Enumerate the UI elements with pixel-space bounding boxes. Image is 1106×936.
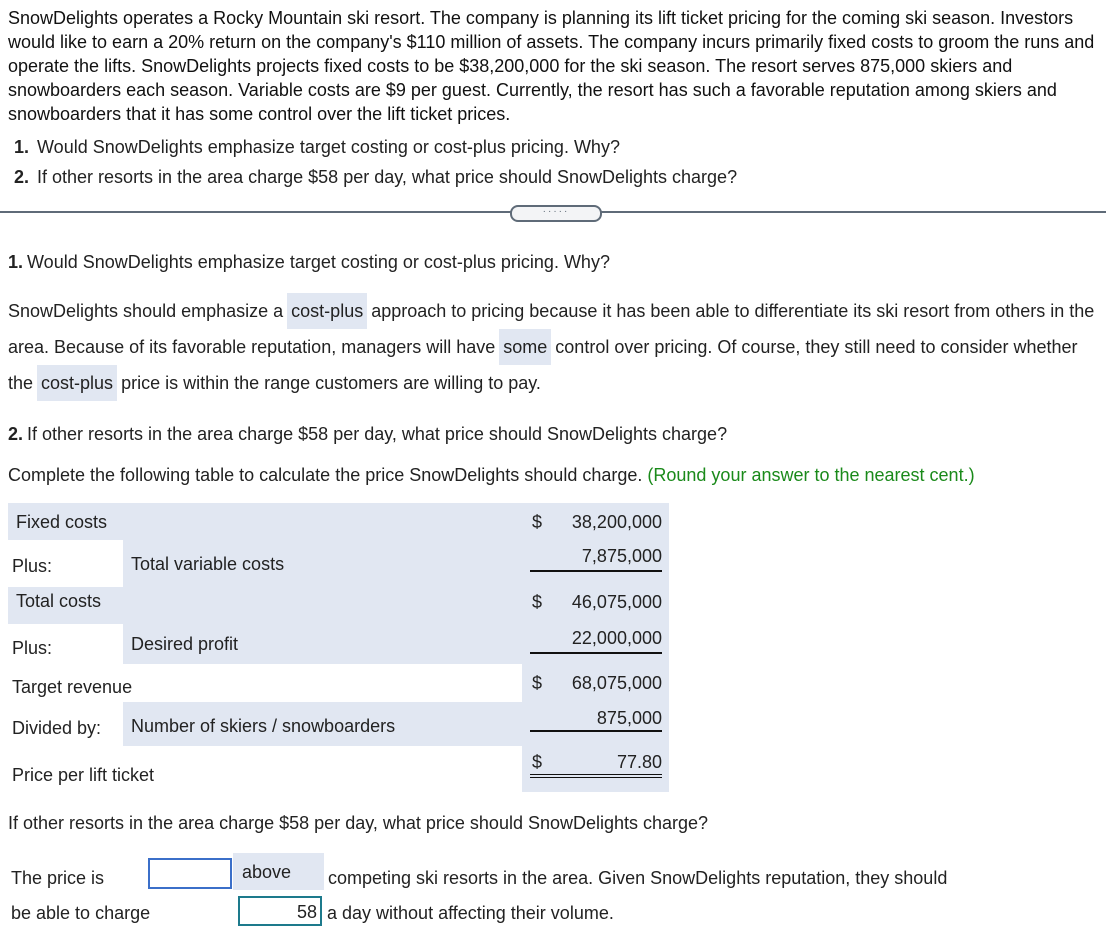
currency-symbol: $ [532,512,543,532]
part1-answer [8,293,1098,401]
answer-dropdown-2[interactable]: some [499,329,551,365]
sentence-part-2: competing ski resorts in the area. Given SnowDelights reputation, they should [328,868,948,888]
divided-by-label: Divided by: [12,718,102,738]
target-revenue-value [522,664,662,702]
price-per-ticket-label: Price per lift ticket [12,765,155,785]
desired-profit-value: 22,000,000 [530,624,662,654]
currency-symbol: $ [532,673,543,693]
plus-label: Plus: [12,638,53,658]
part2-heading [8,424,727,445]
currency-symbol: $ [532,592,543,612]
sentence-part-3: be able to charge [11,903,151,923]
plus-label: Plus: [12,556,53,576]
variable-costs-label: Total variable costs [123,540,669,587]
question-text: Would SnowDelights emphasize target costing or cost-plus pricing. Why? [37,137,620,157]
price-comparison-input[interactable] [148,858,232,889]
value: 46,075,000 [571,592,662,612]
value: 68,075,000 [571,673,662,693]
value: 38,200,000 [571,512,662,532]
question-2 [14,167,737,188]
answer-text: SnowDelights should emphasize a [8,301,284,321]
price-per-ticket-value [530,746,662,778]
answer-text: control over pricing. Of course, they still need to consider whether the [8,337,1078,393]
instruction-text: Complete the following table to calculate the price SnowDelights should charge. [8,465,643,485]
skiers-label: Number of skiers / snowboarders [123,702,522,746]
part1-heading [8,252,610,273]
desired-profit-label: Desired profit [123,624,669,664]
value: 77.80 [616,752,662,772]
question-text: If other resorts in the area charge $58 per day, what price should SnowDelights charge? [37,167,738,187]
answer-text: approach to pricing because it has been able to differentiate its ski resort from others in the area. Because of its favorable reputation, managers will have [8,301,1095,357]
followup-question: If other resorts in the area charge $58 per day, what price should SnowDelights charge? [8,813,709,833]
heading-number: 1. [8,252,24,272]
question-1 [14,137,620,158]
problem-intro: SnowDelights operates a Rocky Mountain ski resort. The company is planning its lift ticket pricing for the coming ski season. Investors would like to earn a 20% return on the company's $110 million of assets. The company incurs primarily fixed costs to groom the runs and operate the lifts. SnowDelights projects fixed costs to be $38,200,000 for the ski season. The resort serves 875,000 skiers and snowboarders each season. Variable costs are $9 per guest. Currently, the resort has such a favorable reputation among skiers and snowboarders that it has some control over the lift ticket prices. [8,8,1095,124]
expand-toggle-button[interactable]: ····· [510,205,602,222]
currency-symbol: $ [532,752,543,772]
question-number: 2. [14,167,30,187]
instruction [8,465,975,486]
skiers-value: 875,000 [530,702,662,732]
heading-text: Would SnowDelights emphasize target costing or cost-plus pricing. Why? [27,252,610,272]
heading-text: If other resorts in the area charge $58 per day, what price should SnowDelights charge? [27,424,728,444]
sentence-part-4: a day without affecting their volume. [327,903,614,923]
answer-text: price is within the range customers are willing to pay. [121,373,541,393]
total-costs-value [522,587,662,624]
answer-dropdown-1[interactable]: cost-plus [287,293,367,329]
rounding-hint: (Round your answer to the nearest cent.) [647,465,975,485]
heading-number: 2. [8,424,24,444]
sentence-part-1: The price is [11,868,105,888]
question-number: 1. [14,137,30,157]
fixed-costs-label: Fixed costs [8,503,669,540]
answer-dropdown-3[interactable]: cost-plus [37,365,117,401]
variable-costs-value: 7,875,000 [530,540,662,572]
charge-amount-input[interactable]: 58 [238,896,322,926]
total-costs-label: Total costs [8,587,669,624]
target-revenue-label: Target revenue [12,677,133,697]
fixed-costs-value [522,503,662,540]
above-below-dropdown[interactable]: above [233,853,324,890]
